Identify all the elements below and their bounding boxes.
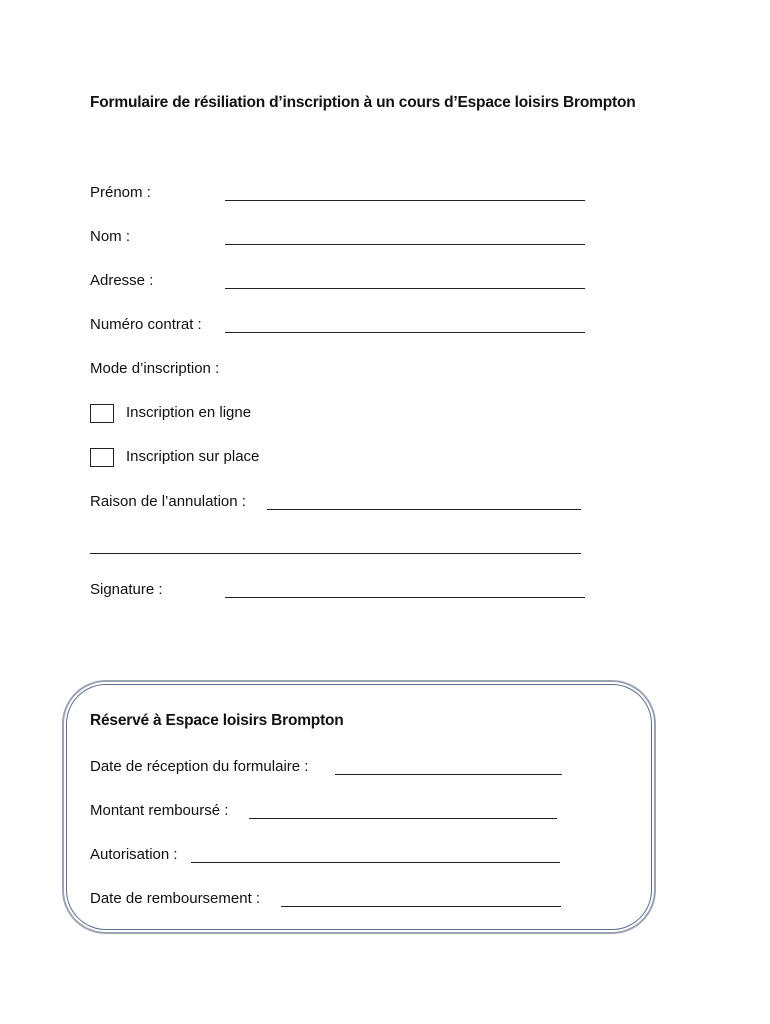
- raison-label: Raison de l’annulation :: [90, 493, 246, 510]
- date-remboursement-field[interactable]: [281, 906, 561, 907]
- signature-label: Signature :: [90, 581, 163, 598]
- inscription-sur-place-checkbox[interactable]: [90, 448, 114, 467]
- inscription-sur-place-label: Inscription sur place: [126, 448, 260, 465]
- reserved-section-title: Réservé à Espace loisirs Brompton: [90, 712, 344, 729]
- autorisation-field[interactable]: [191, 862, 560, 863]
- montant-rembourse-label: Montant remboursé :: [90, 802, 229, 819]
- date-reception-field[interactable]: [335, 774, 562, 775]
- form-title: Formulaire de résiliation d’inscription à un cours d’Espace loisirs Brompton: [90, 94, 636, 111]
- inscription-en-ligne-checkbox[interactable]: [90, 404, 114, 423]
- prenom-field[interactable]: [225, 200, 585, 201]
- autorisation-label: Autorisation :: [90, 846, 178, 863]
- raison-field[interactable]: [267, 509, 581, 510]
- numero-contrat-label: Numéro contrat :: [90, 316, 202, 333]
- raison-field-continued[interactable]: [90, 553, 581, 554]
- numero-contrat-field[interactable]: [225, 332, 585, 333]
- adresse-label: Adresse :: [90, 272, 154, 289]
- adresse-field[interactable]: [225, 288, 585, 289]
- prenom-label: Prénom :: [90, 184, 151, 201]
- nom-label: Nom :: [90, 228, 131, 245]
- inscription-en-ligne-label: Inscription en ligne: [126, 404, 252, 421]
- date-reception-label: Date de réception du formulaire :: [90, 758, 309, 775]
- nom-field[interactable]: [225, 244, 585, 245]
- mode-inscription-label: Mode d’inscription :: [90, 360, 220, 377]
- signature-field[interactable]: [225, 597, 585, 598]
- date-remboursement-label: Date de remboursement :: [90, 890, 261, 907]
- montant-rembourse-field[interactable]: [249, 818, 557, 819]
